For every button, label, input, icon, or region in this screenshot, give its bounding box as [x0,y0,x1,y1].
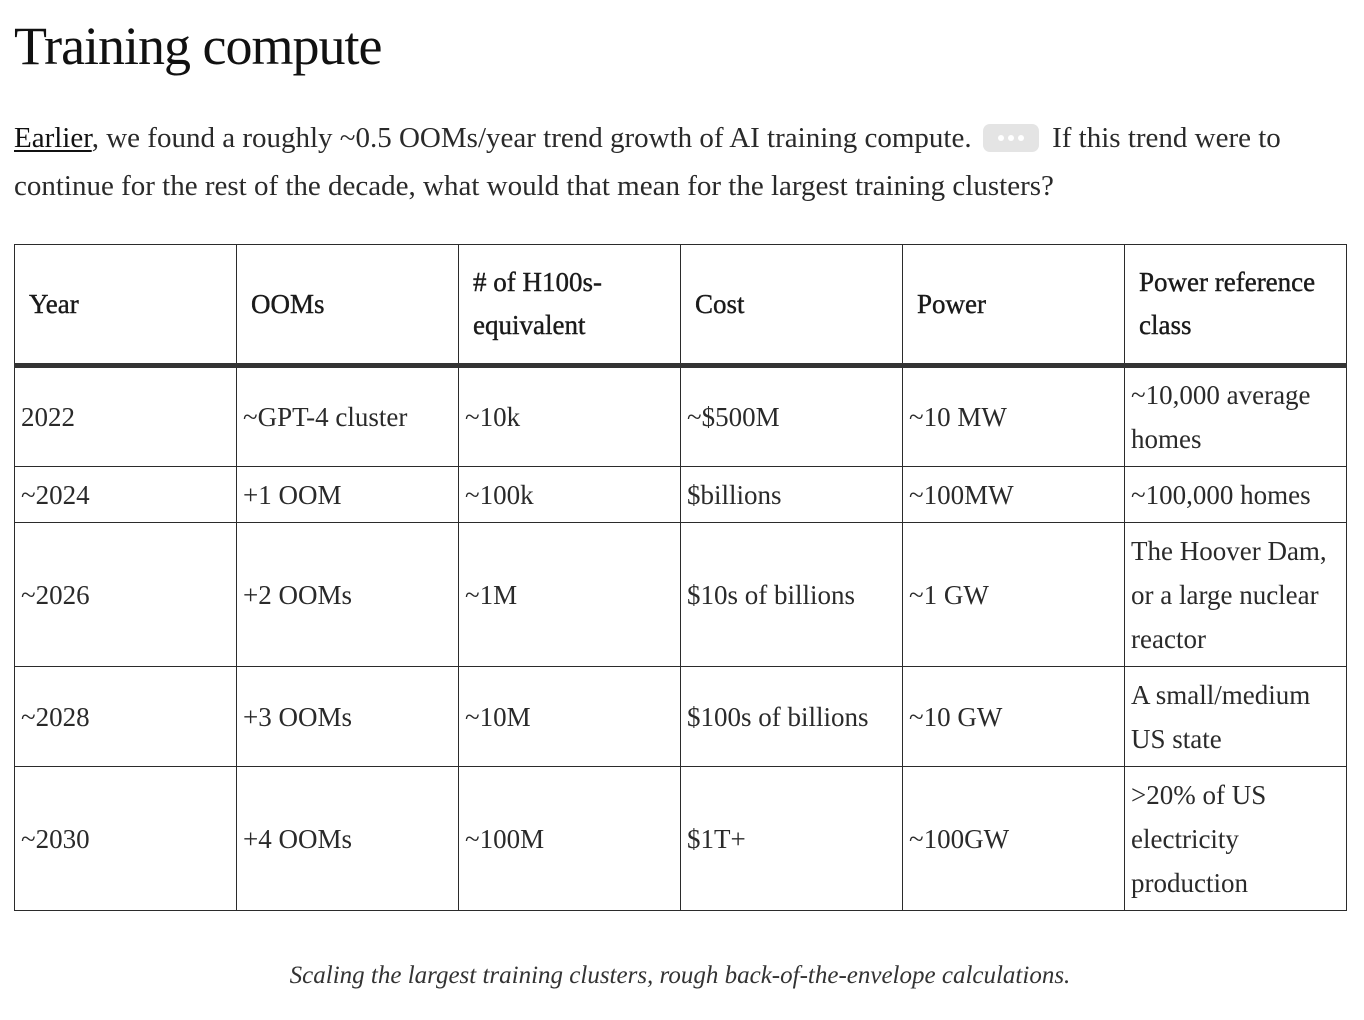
cell-cost: $billions [681,467,903,523]
cell-cost: $100s of billions [681,667,903,767]
cell-power: ~100GW [903,767,1125,911]
header-year: Year [15,245,237,366]
table-caption: Scaling the largest training clusters, rough back-of-the-envelope calculations. [289,962,1071,989]
cell-h100s: ~10k [459,366,681,467]
table-header-row [15,245,1347,366]
cell-cost: $1T+ [681,767,903,911]
cell-ooms: ~GPT-4 cluster [237,366,459,467]
dot-icon [1018,135,1024,141]
header-cost: Cost [681,245,903,366]
cell-power: ~10 MW [903,366,1125,467]
table-row [15,366,1347,467]
cell-cost: ~$500M [681,366,903,467]
expand-footnote-button[interactable] [983,124,1039,152]
cell-ooms: +2 OOMs [237,523,459,667]
compute-scaling-table [14,244,1347,911]
cell-h100s: ~1M [459,523,681,667]
header-ooms: OOMs [237,245,459,366]
header-power-reference: Power reference class [1125,245,1347,366]
cell-h100s: ~10M [459,667,681,767]
cell-power-reference: The Hoover Dam, or a large nuclear reactor [1125,523,1347,667]
cell-ooms: +1 OOM [237,467,459,523]
cell-ooms: +4 OOMs [237,767,459,911]
cell-power-reference: A small/medium US state [1125,667,1347,767]
earlier-link[interactable]: Earlier [14,122,92,154]
cell-h100s: ~100M [459,767,681,911]
dot-icon [1008,135,1014,141]
section-heading: Training compute [14,16,382,76]
cell-power: ~10 GW [903,667,1125,767]
cell-power: ~1 GW [903,523,1125,667]
cell-cost: $10s of billions [681,523,903,667]
table-row [15,767,1347,911]
cell-year: ~2026 [15,523,237,667]
dot-icon [998,135,1004,141]
intro-text-1: , we found a roughly ~0.5 OOMs/year trend growth of AI training compute. [91,122,972,154]
cell-power-reference: ~10,000 average homes [1125,366,1347,467]
cell-power-reference: ~100,000 homes [1125,467,1347,523]
cell-year: ~2030 [15,767,237,911]
cell-year: ~2028 [15,667,237,767]
intro-text-2: If this trend were to continue for the rest of the decade, what would that mean for the largest training clusters? [14,122,1281,202]
cell-h100s: ~100k [459,467,681,523]
cell-year: ~2024 [15,467,237,523]
cell-ooms: +3 OOMs [237,667,459,767]
header-power: Power [903,245,1125,366]
header-h100s: # of H100s-equivalent [459,245,681,366]
cell-power: ~100MW [903,467,1125,523]
intro-paragraph [14,114,1346,210]
table-row [15,467,1347,523]
table-row [15,523,1347,667]
cell-power-reference: >20% of US electricity production [1125,767,1347,911]
cell-year: 2022 [15,366,237,467]
table-row [15,667,1347,767]
